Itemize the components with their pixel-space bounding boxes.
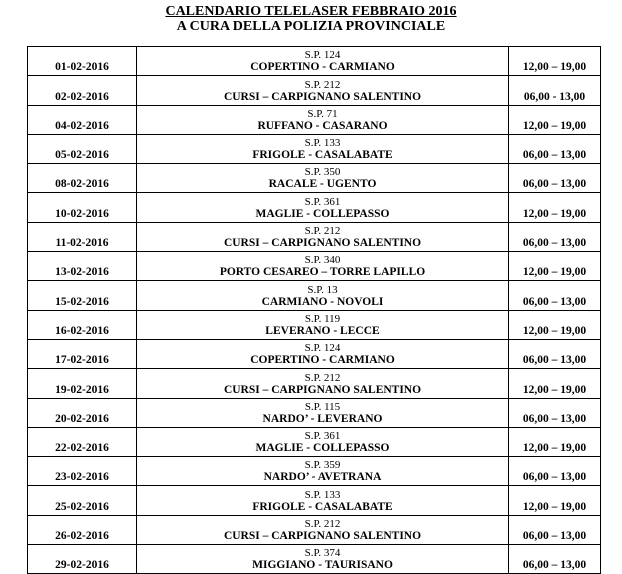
- road-cell: [137, 369, 509, 398]
- table-row: [28, 486, 601, 515]
- road-segment: NARDO’ - LEVERANO: [262, 412, 383, 425]
- table-row: [28, 105, 601, 134]
- road-segment: LEVERANO - LECCE: [265, 324, 380, 337]
- road-segment: CURSI – CARPIGNANO SALENTINO: [223, 237, 422, 250]
- road-number: S.P. 212: [304, 371, 341, 384]
- table-row: [28, 369, 601, 398]
- time-cell: 06,00 – 13,00: [509, 339, 601, 368]
- date-cell: 22-02-2016: [28, 427, 137, 456]
- road-number: S.P. 212: [304, 78, 341, 91]
- road-cell: [137, 47, 509, 76]
- date-cell: 29-02-2016: [28, 545, 137, 574]
- road-cell: [137, 545, 509, 574]
- road-cell: [137, 134, 509, 163]
- table-row: [28, 310, 601, 339]
- road-cell: [137, 398, 509, 427]
- road-cell: [137, 193, 509, 222]
- road-number: S.P. 361: [304, 430, 341, 443]
- road-number: S.P. 359: [304, 459, 341, 472]
- table-row: [28, 281, 601, 310]
- road-number: S.P. 212: [304, 225, 341, 238]
- road-cell: [137, 252, 509, 281]
- road-segment: MAGLIE - COLLEPASSO: [255, 442, 390, 455]
- date-cell: 17-02-2016: [28, 339, 137, 368]
- date-cell: 23-02-2016: [28, 457, 137, 486]
- road-number: S.P. 13: [307, 283, 338, 296]
- date-cell: 20-02-2016: [28, 398, 137, 427]
- table-row: [28, 427, 601, 456]
- time-cell: 06,00 – 13,00: [509, 164, 601, 193]
- time-cell: 06,00 – 13,00: [509, 398, 601, 427]
- road-segment: CURSI – CARPIGNANO SALENTINO: [223, 383, 422, 396]
- road-segment: MIGGIANO - TAURISANO: [252, 559, 393, 572]
- road-number: S.P. 124: [304, 342, 341, 355]
- schedule-table: [27, 46, 601, 574]
- road-segment: PORTO CESAREO – TORRE LAPILLO: [219, 266, 426, 279]
- table-row: [28, 339, 601, 368]
- time-cell: 06,00 – 13,00: [509, 134, 601, 163]
- table-row: [28, 222, 601, 251]
- road-cell: [137, 76, 509, 105]
- road-cell: [137, 486, 509, 515]
- time-cell: 12,00 – 19,00: [509, 486, 601, 515]
- road-cell: [137, 164, 509, 193]
- road-cell: [137, 457, 509, 486]
- road-segment: FRIGOLE - CASALABATE: [252, 149, 393, 162]
- time-cell: 06,00 – 13,00: [509, 545, 601, 574]
- road-segment: COPERTINO - CARMIANO: [250, 354, 395, 367]
- road-cell: [137, 339, 509, 368]
- date-cell: 10-02-2016: [28, 193, 137, 222]
- road-cell: [137, 427, 509, 456]
- date-cell: 25-02-2016: [28, 486, 137, 515]
- date-cell: 04-02-2016: [28, 105, 137, 134]
- date-cell: 11-02-2016: [28, 222, 137, 251]
- time-cell: 06,00 - 13,00: [509, 76, 601, 105]
- date-cell: 13-02-2016: [28, 252, 137, 281]
- time-cell: 12,00 – 19,00: [509, 252, 601, 281]
- time-cell: 06,00 – 13,00: [509, 515, 601, 544]
- time-cell: 06,00 – 13,00: [509, 457, 601, 486]
- road-number: S.P. 115: [304, 400, 341, 413]
- road-number: S.P. 133: [304, 488, 341, 501]
- road-cell: [137, 515, 509, 544]
- table-row: [28, 134, 601, 163]
- road-cell: [137, 310, 509, 339]
- table-row: [28, 164, 601, 193]
- date-cell: 16-02-2016: [28, 310, 137, 339]
- table-row: [28, 515, 601, 544]
- table-row: [28, 193, 601, 222]
- time-cell: 06,00 – 13,00: [509, 222, 601, 251]
- date-cell: 02-02-2016: [28, 76, 137, 105]
- road-segment: COPERTINO - CARMIANO: [250, 61, 395, 74]
- table-row: [28, 47, 601, 76]
- page-subtitle: A CURA DELLA POLIZIA PROVINCIALE: [176, 19, 446, 34]
- road-segment: CARMIANO - NOVOLI: [261, 295, 384, 308]
- road-cell: [137, 281, 509, 310]
- road-number: S.P. 71: [307, 107, 338, 120]
- road-number: S.P. 124: [304, 49, 341, 62]
- date-cell: 19-02-2016: [28, 369, 137, 398]
- time-cell: 12,00 – 19,00: [509, 193, 601, 222]
- time-cell: 12,00 – 19,00: [509, 427, 601, 456]
- road-segment: CURSI – CARPIGNANO SALENTINO: [223, 90, 422, 103]
- date-cell: 08-02-2016: [28, 164, 137, 193]
- road-segment: RUFFANO - CASARANO: [257, 119, 388, 132]
- road-segment: CURSI – CARPIGNANO SALENTINO: [223, 530, 422, 543]
- road-segment: MAGLIE - COLLEPASSO: [255, 207, 390, 220]
- page-title: CALENDARIO TELELASER FEBBRAIO 2016: [165, 4, 457, 19]
- road-segment: NARDO’ - AVETRANA: [263, 471, 382, 484]
- road-number: S.P. 133: [304, 137, 341, 150]
- date-cell: 05-02-2016: [28, 134, 137, 163]
- schedule-table-body: [28, 47, 601, 574]
- table-row: [28, 545, 601, 574]
- road-number: S.P. 350: [304, 166, 341, 179]
- document-header: [0, 4, 622, 34]
- table-row: [28, 252, 601, 281]
- road-number: S.P. 374: [304, 547, 341, 560]
- road-cell: [137, 222, 509, 251]
- road-number: S.P. 119: [304, 312, 341, 325]
- road-number: S.P. 340: [304, 254, 341, 267]
- table-row: [28, 398, 601, 427]
- table-row: [28, 76, 601, 105]
- road-number: S.P. 212: [304, 518, 341, 531]
- time-cell: 06,00 – 13,00: [509, 281, 601, 310]
- time-cell: 12,00 – 19,00: [509, 47, 601, 76]
- date-cell: 01-02-2016: [28, 47, 137, 76]
- table-row: [28, 457, 601, 486]
- time-cell: 12,00 – 19,00: [509, 310, 601, 339]
- road-segment: FRIGOLE - CASALABATE: [252, 500, 393, 513]
- time-cell: 12,00 – 19,00: [509, 105, 601, 134]
- road-number: S.P. 361: [304, 195, 341, 208]
- road-segment: RACALE - UGENTO: [268, 178, 377, 191]
- road-cell: [137, 105, 509, 134]
- date-cell: 26-02-2016: [28, 515, 137, 544]
- date-cell: 15-02-2016: [28, 281, 137, 310]
- time-cell: 12,00 – 19,00: [509, 369, 601, 398]
